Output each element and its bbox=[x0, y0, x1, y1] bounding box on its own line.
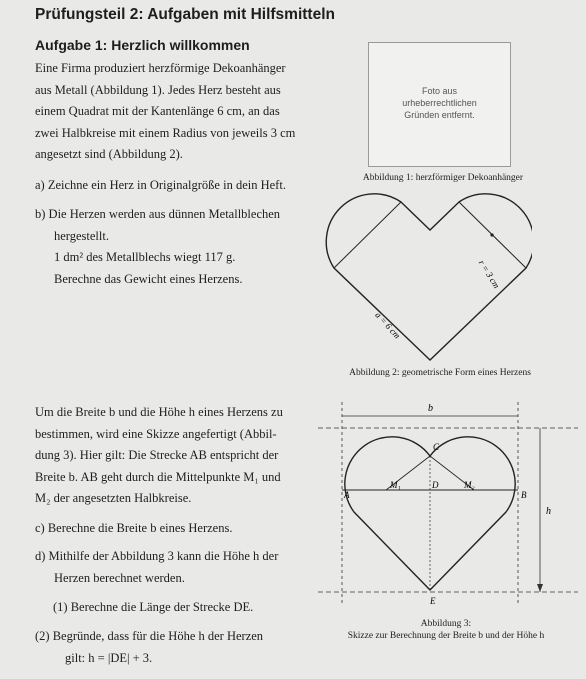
label-e: E bbox=[430, 596, 436, 606]
label-h: h bbox=[546, 506, 551, 517]
photo-placeholder-line: urheberrechtlichen bbox=[402, 98, 477, 108]
sketch-line: Breite b. AB geht durch die Mittelpunkte M₁ und bbox=[35, 469, 281, 484]
photo-placeholder bbox=[368, 42, 511, 167]
figure-1-caption: Abbildung 1: herzförmiger Dekoanhänger bbox=[362, 173, 524, 183]
label-b-point: B bbox=[521, 490, 527, 500]
part-d2-line: (2) Begründe, dass für die Höhe h der Herzen bbox=[35, 629, 264, 643]
label-a: A bbox=[344, 490, 350, 500]
part-a-text: a) Zeichne ein Herz in Originalgröße in dein Heft. bbox=[35, 178, 286, 192]
part-b-text bbox=[35, 204, 365, 290]
intro-text bbox=[35, 58, 365, 166]
photo-placeholder-line: Foto aus bbox=[421, 86, 458, 96]
center-point bbox=[490, 233, 493, 236]
intro-line: angesetzt sind (Abbildung 2). bbox=[35, 147, 183, 161]
sketch-line: dung 3). Hier gilt: Die Strecke AB entspricht der bbox=[35, 448, 279, 462]
intro-line: zwei Halbkreise mit einem Radius von jeweils 3 cm bbox=[35, 125, 296, 140]
intro-line: aus Metall (Abbildung 1). Jedes Herz besteht aus bbox=[35, 82, 281, 97]
figure-3-caption bbox=[318, 618, 574, 642]
page-title: Prüfungsteil 2: Aufgaben mit Hilfsmitteln bbox=[35, 6, 335, 23]
part-d-line: Herzen berechnet werden. bbox=[54, 570, 185, 585]
figure-2-caption: Abbildung 2: geometrische Form eines Herzens bbox=[349, 368, 531, 378]
label-d: D bbox=[432, 480, 439, 490]
label-m2: M₂ bbox=[464, 480, 475, 490]
part-d2-line: gilt: h = |DE| + 3. bbox=[65, 650, 153, 665]
label-m1: M₁ bbox=[390, 480, 401, 490]
part-d-text bbox=[35, 546, 335, 589]
figure-3-caption-line: Abbildung 3: bbox=[420, 619, 472, 629]
part-b-line: Berechne das Gewicht eines Herzens. bbox=[54, 271, 243, 286]
part-b-line: b) Die Herzen werden aus dünnen Metallblechen bbox=[35, 207, 281, 221]
sketch-line: bestimmen, wird eine Skizze angefertigt (Abbil- bbox=[35, 426, 277, 441]
part-d-line: d) Mithilfe der Abbildung 3 kann die Höhe h der bbox=[35, 549, 279, 563]
side-label: a = 6 cm bbox=[373, 309, 403, 341]
part-d2-text bbox=[35, 626, 335, 669]
figure-3-sketch bbox=[318, 398, 580, 612]
label-b: b bbox=[428, 403, 433, 414]
task-title: Aufgabe 1: Herzlich willkommen bbox=[35, 37, 250, 53]
height-arrow bbox=[537, 584, 543, 592]
part-c-text: c) Berechne die Breite b eines Herzens. bbox=[35, 521, 233, 535]
sketch-description bbox=[35, 402, 335, 510]
part-d1-text: (1) Berechne die Länge der Strecke DE. bbox=[53, 600, 254, 614]
sketch-line: Um die Breite b und die Höhe h eines Herzens zu bbox=[35, 405, 283, 419]
radius-label: r = 3 cm bbox=[476, 258, 502, 291]
left-diameter-line bbox=[334, 202, 401, 268]
figure-3-caption-line: Skizze zur Berechnung der Breite b und der Höhe h bbox=[347, 631, 545, 641]
label-c: C bbox=[433, 442, 440, 452]
figure-2-heart bbox=[322, 190, 532, 365]
intro-line: einem Quadrat mit der Kantenlänge 6 cm, an das bbox=[35, 104, 280, 118]
intro-line: Eine Firma produziert herzförmige Dekoanhänger bbox=[35, 61, 286, 75]
photo-placeholder-line: Gründen entfernt. bbox=[404, 110, 475, 120]
sketch-line: M₂ der angesetzten Halbkreise. bbox=[35, 491, 192, 505]
part-b-line: hergestellt. bbox=[54, 228, 109, 243]
part-b-line: 1 dm² des Metallblechs wiegt 117 g. bbox=[54, 250, 236, 264]
heart-outline bbox=[326, 194, 532, 360]
